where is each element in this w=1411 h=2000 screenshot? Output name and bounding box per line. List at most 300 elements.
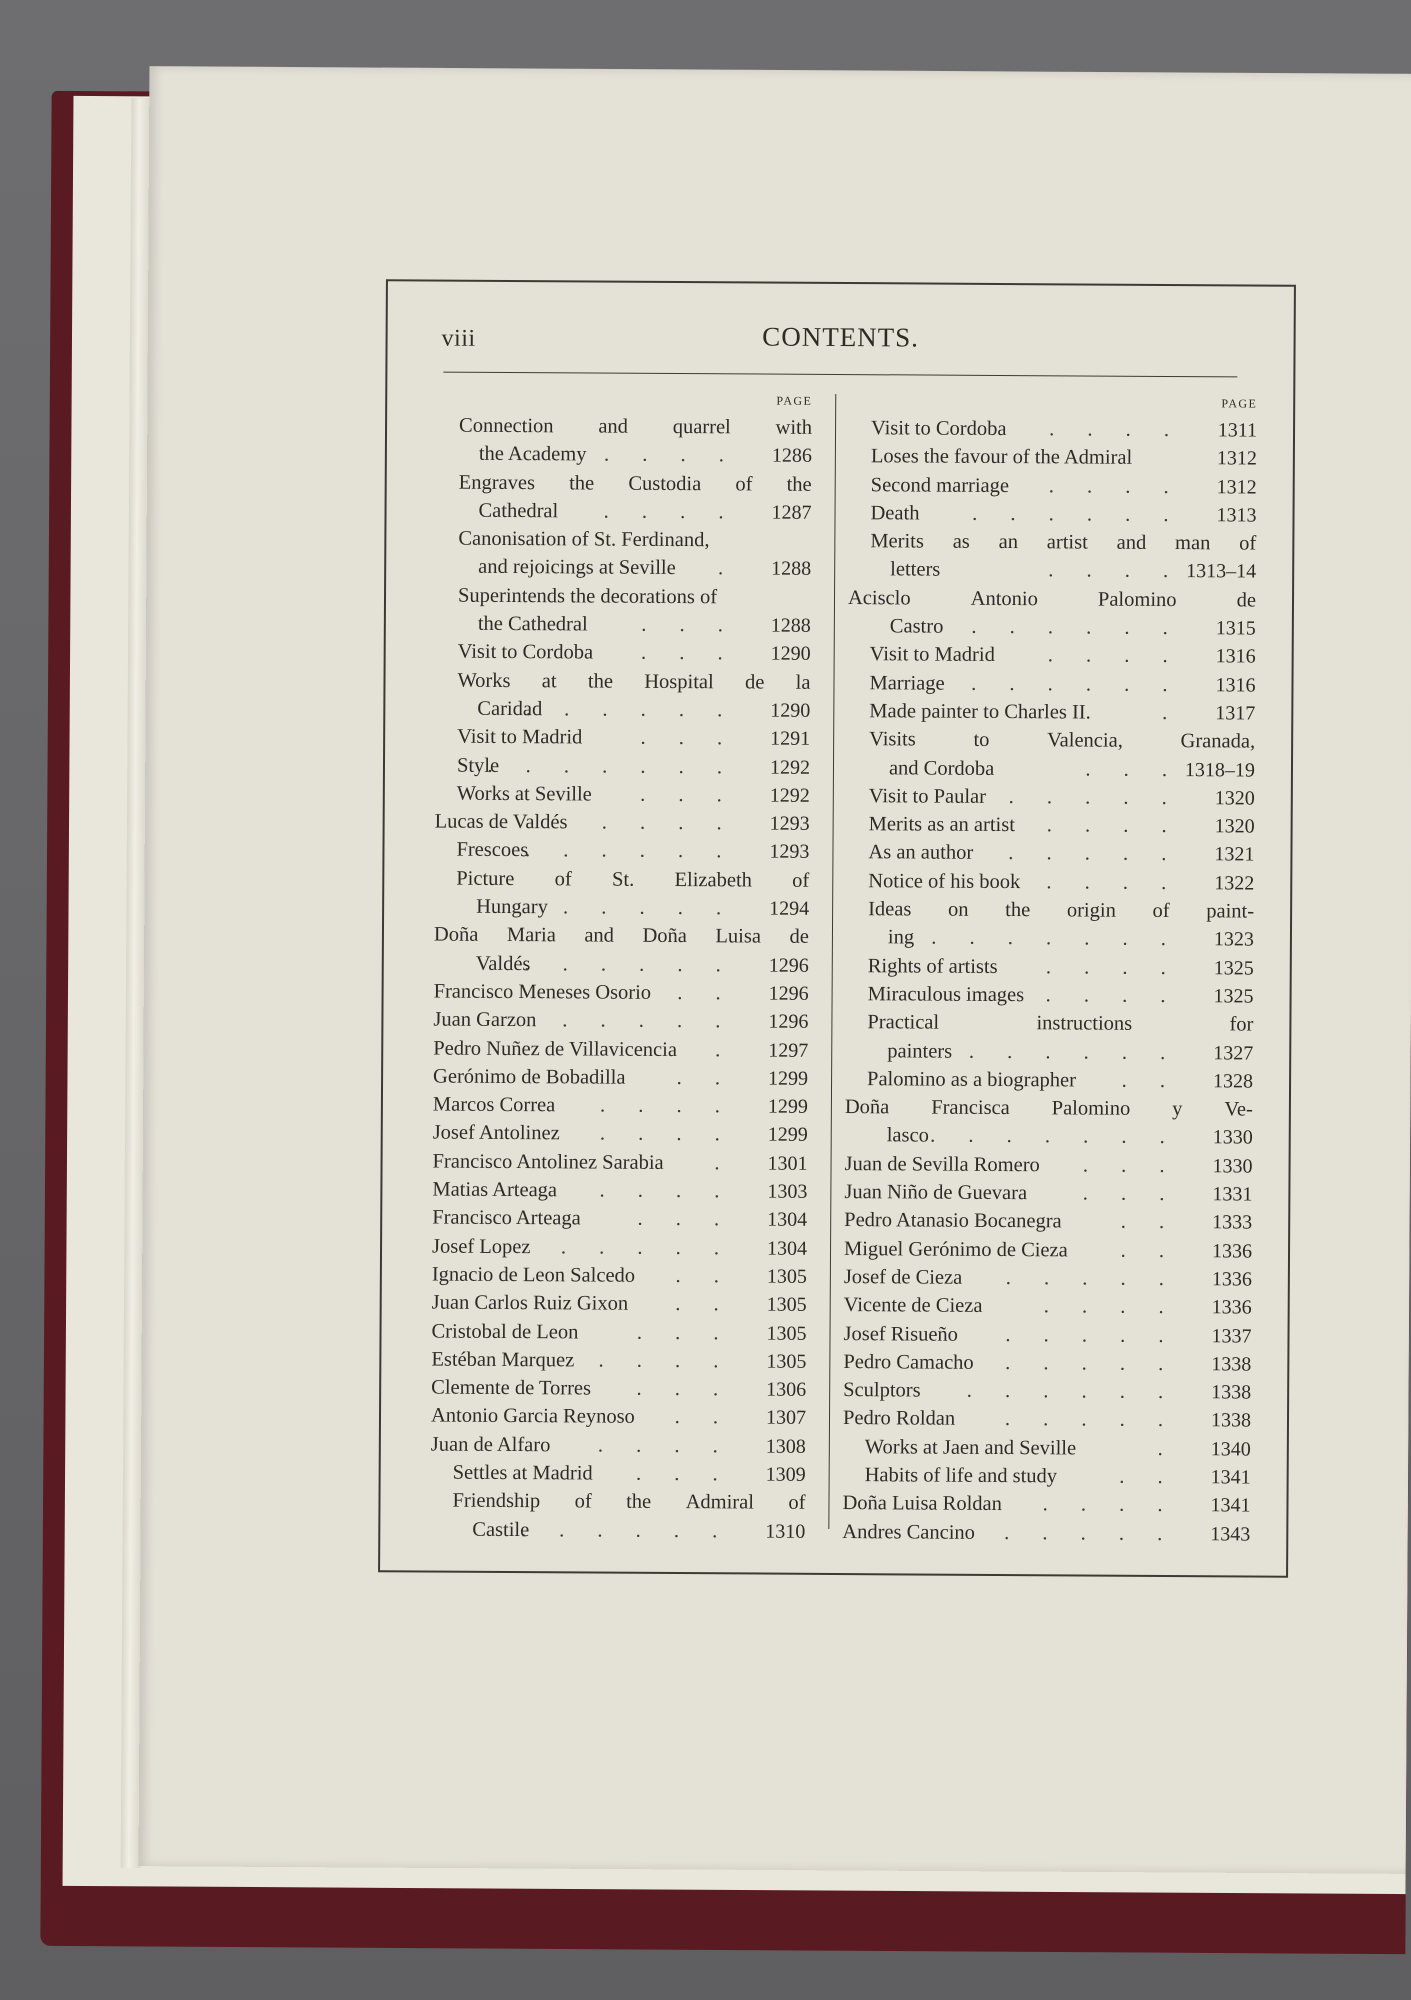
dot-leader: . . . (640, 727, 737, 750)
entry-page-number: 1290 (770, 699, 811, 722)
dot-leader: . . . . . . (972, 502, 1183, 526)
dot-leader: . . . . (1048, 559, 1183, 583)
entry-page-number: 1341 (1210, 1494, 1251, 1517)
entry-title: and rejoicings at Seville (478, 556, 676, 580)
entry-title: Francisco Arteaga (432, 1206, 581, 1230)
dot-leader: . . . . . . . (931, 926, 1181, 951)
page-column-label: PAGE (776, 393, 813, 408)
entry-title: Merits as an artist (868, 813, 1016, 837)
dot-leader: . . . . (1045, 955, 1180, 979)
entry-page-number: 1316 (1215, 673, 1256, 697)
contents-entry (432, 1147, 807, 1178)
contents-entry (434, 921, 809, 952)
entry-page-number: 1290 (770, 642, 811, 666)
contents-entry (843, 1348, 1251, 1379)
dot-leader: . . . . . (1005, 1351, 1178, 1375)
contents-entry (844, 1235, 1252, 1266)
dot-leader: . . . (637, 1208, 734, 1231)
entry-page-number: 1288 (771, 558, 812, 581)
contents-entry (435, 666, 810, 697)
dot-leader: . . . . . (1004, 1521, 1177, 1545)
entry-title: painters (887, 1039, 953, 1063)
dot-leader: . (715, 1038, 735, 1061)
contents-entry (435, 808, 810, 839)
contents-entry (848, 612, 1256, 643)
dot-leader: . . . . . . . (487, 754, 737, 778)
dot-leader: . . . . . . (520, 1518, 732, 1542)
contents-entry (437, 468, 812, 499)
dot-leader: . . (1121, 1069, 1180, 1092)
dot-leader: . . . . (598, 1349, 733, 1373)
dot-leader: . . . . (603, 443, 738, 467)
contents-entry (431, 1430, 806, 1461)
entry-title: Josef Risueño (843, 1322, 959, 1346)
contents-entry (847, 810, 1255, 841)
contents-entry (845, 1008, 1253, 1039)
contents-entry (843, 1404, 1251, 1435)
entry-title: ing (887, 926, 915, 949)
entry-page-number: 1308 (765, 1435, 806, 1458)
contents-entry (437, 412, 812, 443)
entry-page-number: 1299 (767, 1095, 808, 1118)
contents-entry (433, 1034, 808, 1065)
entry-title: Josef de Cieza (843, 1265, 963, 1289)
entry-title: Josef Lopez (431, 1235, 531, 1258)
entry-title: Acisclo Antonio Palomino de (847, 586, 1257, 612)
contents-entry (844, 1291, 1252, 1322)
contents-entry (846, 923, 1254, 954)
entry-title: Gerónimo de Bobadilla (433, 1065, 626, 1089)
entry-page-number: 1321 (1214, 843, 1255, 867)
contents-entry (845, 1093, 1253, 1124)
contents-entry (842, 1518, 1250, 1549)
entry-page-number: 1305 (766, 1293, 807, 1317)
entry-title: Miguel Gerónimo de Cieza (843, 1237, 1068, 1262)
entry-title: Andres Cancino (842, 1520, 976, 1544)
contents-entry (434, 836, 809, 867)
contents-entry (849, 442, 1257, 473)
entry-title: Miraculous images (867, 983, 1025, 1007)
contents-entry (843, 1320, 1251, 1351)
contents-entry (848, 527, 1256, 558)
contents-entry (844, 1206, 1252, 1237)
entry-page-number: 1312 (1216, 475, 1257, 499)
contents-entry (432, 1232, 807, 1263)
page-heading: CONTENTS. (762, 321, 920, 353)
entry-page-number: 1286 (771, 444, 812, 468)
dot-leader: . . (1120, 1211, 1179, 1234)
contents-entry (848, 640, 1256, 671)
entry-title: Connection and quarrel with (458, 414, 813, 439)
contents-entry (847, 782, 1255, 813)
entry-title: Lucas de Valdés (434, 810, 568, 834)
entry-title: the Academy (478, 443, 587, 466)
contents-entry (845, 1121, 1253, 1152)
dot-leader: . . . . (1046, 871, 1181, 894)
contents-entry (431, 1459, 806, 1490)
entry-page-number: 1305 (766, 1265, 807, 1288)
entry-page-number: 1343 (1210, 1522, 1251, 1546)
dot-leader: . . . . . (1008, 842, 1181, 866)
page-number: viii (441, 325, 476, 352)
entry-title: As an author (868, 841, 974, 865)
entry-page-number: 1336 (1211, 1268, 1252, 1291)
entry-page-number: 1320 (1214, 787, 1255, 810)
entry-title: Matias Arteaga (432, 1178, 558, 1202)
entry-title: Made painter to Charles II. (869, 700, 1091, 724)
contents-entry (430, 1487, 805, 1518)
entry-page-number: 1305 (766, 1350, 807, 1373)
entry-page-number: 1333 (1212, 1211, 1253, 1234)
dot-leader: . . . (635, 1462, 732, 1486)
entry-page-number: 1338 (1211, 1353, 1252, 1376)
dot-leader: . . . . . . (524, 952, 735, 977)
entry-page-number: 1336 (1211, 1296, 1252, 1319)
entry-title: Francisco Meneses Osorio (433, 980, 652, 1004)
entry-title: Works at Seville (456, 782, 592, 806)
entry-title: Antonio Garcia Reynoso (430, 1404, 635, 1429)
entry-title: Cristobal de Leon (431, 1320, 579, 1343)
entry-title: Visits to Valencia, Granada, (869, 728, 1256, 753)
dot-leader: . . . . . . (971, 672, 1182, 696)
entry-page-number: 1313–14 (1186, 560, 1257, 584)
entry-page-number: 1303 (767, 1180, 808, 1203)
entry-page-number: 1299 (767, 1124, 808, 1147)
entry-title: Hungary (476, 895, 548, 919)
contents-entry (435, 779, 810, 810)
entry-page-number: 1296 (768, 1010, 809, 1034)
contents-entry (436, 553, 811, 584)
contents-entry (848, 584, 1256, 615)
entry-title: Doña Maria and Doña Luisa de (433, 923, 809, 949)
dot-leader: . . . . (1042, 1493, 1177, 1517)
entry-page-number: 1323 (1213, 928, 1255, 951)
entry-page-number: 1322 (1214, 872, 1255, 895)
dot-leader: . . . (640, 783, 736, 807)
dot-leader: . . . . . (562, 1009, 735, 1033)
entry-title: Visit to Madrid (457, 725, 583, 749)
entry-page-number: 1320 (1214, 815, 1255, 838)
entry-title: Merits as an artist and man of (870, 530, 1257, 555)
dot-leader: . . (677, 981, 735, 1005)
contents-frame (378, 279, 1296, 1578)
contents-entry (435, 751, 810, 782)
dot-leader: . . . . (1045, 984, 1180, 1008)
contents-entry (849, 414, 1257, 445)
entry-page-number: 1306 (766, 1378, 807, 1401)
entry-page-number: 1340 (1210, 1437, 1251, 1461)
contents-entry (431, 1374, 806, 1405)
dot-leader: . . (1119, 1465, 1177, 1489)
entry-title: Second marriage (870, 473, 1010, 497)
dot-leader: . . . . . . (971, 615, 1182, 640)
entry-page-number: 1330 (1212, 1155, 1253, 1178)
entry-title: Friendship of the Admiral of (452, 1489, 806, 1515)
entry-title: Juan de Alfaro (430, 1433, 551, 1456)
entry-page-number: 1331 (1212, 1183, 1253, 1206)
entry-title: and Cordoba (888, 756, 995, 780)
entry-title: Practical instructions for (867, 1011, 1254, 1036)
entry-title: Visit to Cordoba (457, 641, 594, 664)
entry-title: Vicente de Cieza (843, 1294, 983, 1318)
contents-column-left (430, 392, 812, 1546)
entry-title: Notice of his book (868, 869, 1021, 893)
contents-entry (433, 1091, 808, 1122)
entry-page-number: 1325 (1213, 956, 1254, 980)
entry-page-number: 1336 (1211, 1239, 1253, 1263)
contents-entry (846, 952, 1254, 983)
dot-leader: . . . . . . (525, 698, 737, 722)
entry-title: Visit to Paular (868, 785, 987, 808)
contents-entry (433, 1119, 808, 1150)
contents-entry (431, 1402, 806, 1433)
contents-entry (846, 895, 1254, 926)
contents-entry (436, 496, 811, 527)
entry-page-number: 1305 (766, 1322, 807, 1345)
entry-title: Francisco Antolinez Sarabia (432, 1150, 664, 1174)
dot-leader: . . . . . . (525, 839, 736, 863)
dot-leader: . . (676, 1066, 735, 1090)
entry-title: Pedro Atanasio Bocanegra (844, 1209, 1062, 1233)
entry-title: Habits of life and study (864, 1464, 1058, 1488)
contents-entry (846, 980, 1254, 1011)
dot-leader: . . . . (599, 1179, 734, 1203)
dot-leader: . . . . (1049, 418, 1184, 442)
entry-title: Castile (472, 1518, 530, 1541)
column-divider (828, 394, 836, 1529)
entry-title: letters (890, 558, 941, 582)
dot-leader: . . . (636, 1321, 733, 1344)
entry-title: Caridad (477, 697, 543, 721)
contents-entry (843, 1433, 1251, 1464)
entry-page-number: 1312 (1216, 447, 1257, 470)
entry-page-number: 1341 (1210, 1466, 1251, 1489)
dot-leader: . . . (641, 613, 737, 637)
dot-leader: . . . . (1043, 1295, 1178, 1319)
entry-title: Juan Carlos Ruiz Gixon (431, 1291, 629, 1315)
entry-title: Visit to Madrid (869, 643, 995, 667)
contents-entry (436, 610, 811, 641)
entry-page-number: 1315 (1215, 617, 1256, 640)
contents-entry (843, 1461, 1251, 1492)
entry-title: Sculptors (843, 1379, 921, 1402)
contents-entry (844, 1178, 1252, 1209)
entry-title: Works at the Hospital de la (457, 669, 811, 694)
contents-entry (436, 581, 811, 612)
dot-leader: . . . . . (1005, 1323, 1178, 1347)
contents-entry (845, 1037, 1253, 1068)
dot-leader: . . . . . (562, 896, 736, 920)
entry-page-number: 1327 (1213, 1041, 1254, 1065)
entry-page-number: 1299 (768, 1067, 809, 1090)
entry-page-number: 1301 (767, 1152, 808, 1175)
contents-entry (847, 725, 1255, 756)
dot-leader: . . . (1082, 1154, 1179, 1177)
contents-entry (844, 1150, 1252, 1181)
entry-page-number: 1311 (1217, 419, 1258, 442)
contents-entry (435, 695, 810, 726)
entry-title: Cathedral (478, 499, 559, 523)
dot-leader: . (1162, 701, 1182, 725)
entry-page-number: 1304 (766, 1237, 808, 1260)
entry-title: Settles at Madrid (452, 1461, 593, 1485)
dot-leader: . . . . . (1005, 1266, 1178, 1290)
entry-title: Style (456, 754, 500, 777)
contents-entry (847, 697, 1255, 728)
dot-leader: . . . . (1047, 644, 1182, 668)
entry-page-number: 1325 (1213, 985, 1254, 1008)
entry-title: Loses the favour of the Admiral (870, 445, 1133, 470)
dot-leader: . . . . (599, 1122, 734, 1146)
dot-leader: . . . . . . . (930, 1124, 1179, 1149)
contents-entry (432, 1260, 807, 1291)
contents-entry (432, 1289, 807, 1320)
dot-leader: . (714, 1151, 734, 1175)
contents-entry (431, 1345, 806, 1376)
entry-title: Palomino as a biographer (867, 1068, 1077, 1092)
dot-leader: . . . (640, 642, 737, 665)
entry-title: Doña Francisca Palomino y Ve- (844, 1096, 1253, 1121)
contents-entry (433, 1006, 808, 1037)
dot-leader: . . (675, 1264, 733, 1288)
dot-leader: . . . . (601, 811, 736, 835)
entry-page-number: 1338 (1210, 1409, 1252, 1432)
dot-leader: . . . (636, 1377, 733, 1401)
contents-entry (434, 949, 809, 980)
entry-page-number: 1309 (765, 1463, 806, 1486)
contents-entry (848, 499, 1256, 530)
dot-leader: . . (1120, 1239, 1179, 1262)
entry-page-number: 1338 (1211, 1381, 1252, 1404)
contents-entry (434, 864, 809, 895)
contents-entry (434, 893, 809, 924)
dot-leader: . . . . . . (966, 1379, 1178, 1404)
dot-leader: . . . . . . (968, 1040, 1180, 1064)
contents-entry (437, 440, 812, 471)
entry-title: Death (870, 502, 920, 525)
dot-leader: . . . . (1046, 814, 1181, 838)
page-column-label: PAGE (1221, 396, 1258, 411)
entry-page-number: 1307 (765, 1406, 807, 1430)
contents-entry (847, 669, 1255, 700)
entry-title: Estéban Marquez (431, 1348, 575, 1372)
entry-page-number: 1310 (765, 1520, 806, 1543)
entry-title: Josef Antolinez (432, 1121, 560, 1145)
entry-title: Castro (889, 615, 944, 638)
entry-page-number: 1304 (767, 1208, 808, 1232)
contents-entry (432, 1204, 807, 1235)
dot-leader: . . . . . (1008, 785, 1181, 809)
entry-page-number: 1293 (769, 812, 810, 835)
entry-title: Frescoes (456, 839, 529, 862)
entry-title: Juan Niño de Guevara (844, 1181, 1028, 1205)
entry-title: Ignacio de Leon Salcedo (431, 1263, 636, 1287)
contents-entry (847, 754, 1255, 785)
dot-leader: . . . . (1048, 474, 1183, 498)
entry-page-number: 1293 (769, 841, 810, 864)
contents-entry (433, 1062, 808, 1093)
dot-leader: . . (674, 1406, 733, 1429)
dot-leader: . . . (1085, 758, 1182, 781)
entry-title: Doña Luisa Roldan (842, 1492, 1002, 1516)
entry-title: Pedro Roldan (842, 1407, 956, 1431)
dot-leader: . . . . (599, 1094, 734, 1118)
contents-entry (845, 1065, 1253, 1096)
entry-title: Pedro Nuñez de Villavicencia (433, 1037, 678, 1061)
entry-page-number: 1313 (1216, 504, 1257, 527)
contents-entry (843, 1376, 1251, 1407)
entry-title: Engraves the Custodia of the (458, 471, 812, 496)
entry-page-number: 1288 (770, 614, 811, 637)
dot-leader: . . . . . (1004, 1408, 1178, 1432)
entry-page-number: 1317 (1215, 702, 1256, 725)
contents-entry (430, 1515, 805, 1546)
contents-entry (432, 1176, 807, 1207)
entry-title: Superintends the decorations of (457, 584, 718, 609)
contents-column-right (842, 394, 1257, 1548)
entry-title: lasco (886, 1124, 929, 1147)
entry-page-number: 1296 (768, 954, 809, 977)
contents-entry (436, 638, 811, 669)
contents-entry (846, 867, 1254, 898)
heading-rule (443, 372, 1237, 378)
dot-leader: . (718, 557, 738, 580)
contents-entry (436, 525, 811, 556)
dot-leader: . (1157, 1437, 1177, 1460)
entry-page-number: 1297 (768, 1039, 809, 1062)
entry-title: Canonisation of St. Ferdinand, (458, 527, 710, 552)
entry-page-number: 1292 (769, 784, 810, 807)
entry-page-number: 1328 (1213, 1070, 1254, 1093)
entry-page-number: 1337 (1211, 1324, 1252, 1348)
contents-entry (434, 977, 809, 1008)
entry-title: Juan Garzon (433, 1008, 537, 1032)
entry-title: Rights of artists (867, 954, 998, 978)
contents-entry (435, 723, 810, 754)
dot-leader: . . . (1082, 1182, 1179, 1206)
entry-page-number: 1296 (768, 982, 809, 1005)
entry-title: Works at Jaen and Seville (864, 1435, 1077, 1460)
contents-entry (846, 839, 1254, 870)
dot-leader: . . . . (597, 1434, 732, 1458)
dot-leader: . . . . (603, 500, 738, 524)
entry-page-number: 1318–19 (1184, 758, 1256, 782)
contents-entry (848, 556, 1256, 587)
entry-title: Valdés (475, 952, 531, 975)
entry-title: Picture of St. Elizabeth of (456, 867, 810, 892)
entry-page-number: 1330 (1212, 1126, 1253, 1149)
entry-title: Marcos Correa (432, 1093, 556, 1117)
contents-entry (431, 1317, 806, 1348)
dot-leader: . . (675, 1293, 733, 1316)
entry-page-number: 1292 (769, 756, 811, 779)
entry-title: the Cathedral (477, 612, 588, 636)
entry-title: Ideas on the origin of paint- (868, 898, 1255, 923)
entry-title: Clemente de Torres (431, 1376, 592, 1400)
entry-title: Marriage (869, 671, 945, 695)
entry-page-number: 1294 (769, 897, 810, 920)
contents-entry (844, 1263, 1252, 1294)
entry-page-number: 1291 (770, 727, 811, 751)
contents-entry (842, 1489, 1250, 1520)
entry-page-number: 1287 (771, 501, 812, 524)
entry-title: Pedro Camacho (843, 1350, 974, 1374)
contents-entry (849, 471, 1257, 502)
entry-title: Visit to Cordoba (870, 417, 1007, 441)
dot-leader: . . . . . (560, 1235, 734, 1259)
entry-title: Juan de Sevilla Romero (844, 1152, 1040, 1176)
entry-page-number: 1316 (1215, 645, 1256, 668)
